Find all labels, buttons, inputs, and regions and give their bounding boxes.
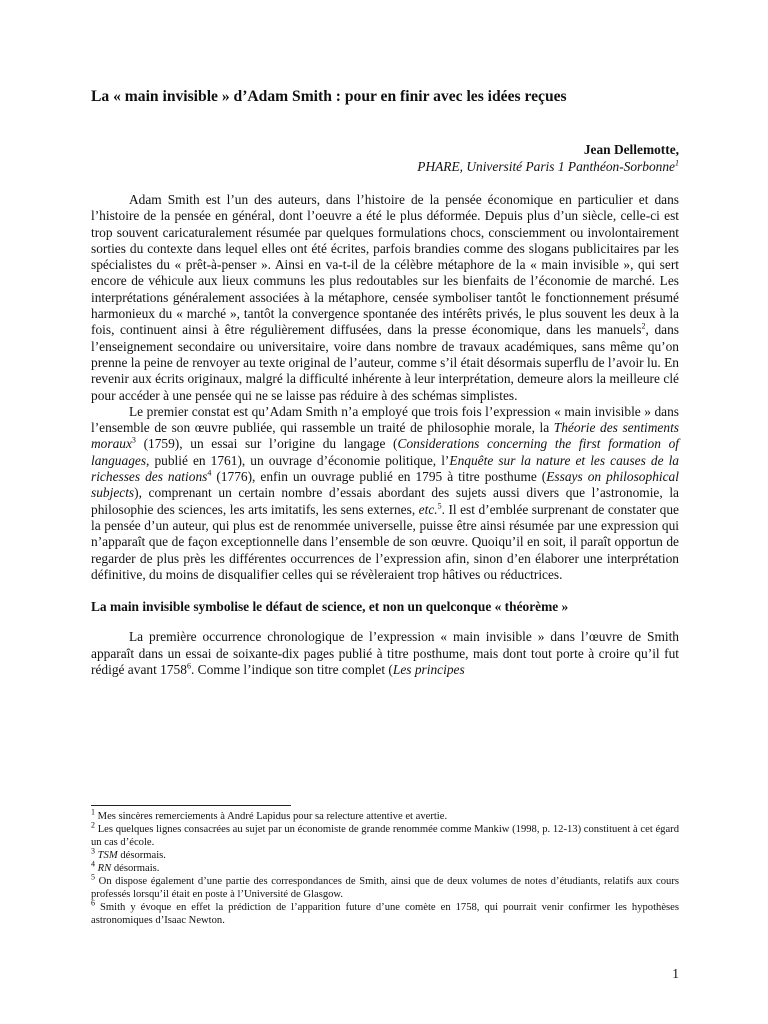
footnote-ref-5[interactable]: 5 [437, 501, 442, 511]
page-number: 1 [672, 966, 679, 981]
p2-text-c: , publié en 1761), un ouvrage d’économie politique, l’ [146, 452, 450, 468]
footnote-4 [91, 859, 679, 875]
footnote-2 [91, 820, 679, 849]
p3-italic: Les principes [392, 662, 465, 678]
paragraph-2 [91, 404, 679, 583]
body-text [91, 192, 679, 678]
footnote-ref-4[interactable]: 4 [207, 468, 212, 478]
paragraph-1 [91, 192, 679, 404]
rn-title: Enquête sur la nature et les causes de la richesses des nations [91, 452, 679, 485]
author-block [417, 141, 679, 175]
footnote-num: 3 [91, 846, 95, 856]
footnote-num: 4 [91, 859, 95, 869]
p2-text-b: (1759), un essai sur l’origine du langage ( [135, 436, 398, 452]
footnote-6 [91, 898, 679, 927]
footnote-text: Les quelques lignes consacrées au sujet par un économiste de grande renommée comme Mankiw (1998, p. 12-13) constituent à cet égard un cas d’école. [91, 824, 679, 848]
p2-text-e: ), comprenant un certain nombre d’essais abordant des sujets aussi divers que l’astronomie, la philosophie des sciences, les arts imitatifs, les sens externes, [91, 485, 679, 517]
essays-title: Essays on philosophical subjects [91, 469, 679, 501]
footnote-ref-3[interactable]: 3 [131, 435, 136, 445]
p1-text-b: , dans l’enseignement secondaire ou universitaire, voire dans nombre de travaux académiques, sans même qu’on prenne la peine de renvoyer au texte original de l’auteur, comme s’il était désormais superflu de l’avoir lu. En revenir aux écrits originaux, malgré la difficulté inhérente à leur interprétation, demeure alors la meilleure clé pour accéder à une pensée qui ne se laisse pas réduire à des schémas simplistes. [91, 322, 679, 403]
footnotes [91, 807, 679, 927]
footnote-num: 6 [91, 898, 95, 908]
footnote-text: Mes sincères remerciements à André Lapidus pour sa relecture attentive et avertie. [95, 811, 448, 822]
tsm-title: Théorie des sentiments moraux [91, 420, 680, 452]
author-name: Jean Dellemotte, [583, 142, 679, 157]
footnote-text: désormais. [117, 850, 166, 861]
footnote-abbr: RN [97, 863, 112, 874]
paragraph-3 [91, 629, 679, 678]
p3-text-b: . Comme l’indique son titre complet ( [190, 662, 393, 678]
footnote-num: 2 [91, 820, 95, 830]
footnote-num: 1 [91, 807, 95, 817]
p1-text-a: Adam Smith est l’un des auteurs, dans l’histoire de la pensée économique en particulier et dans l’histoire de la pensée en général, dont l’oeuvre a été le plus déformée. Depuis plus d’un siècle, celle-ci est trop souvent caricaturalement résumée par quelques formulations chocs, consciemment ou involontairement sorties du contexte dans lequel elles ont été écrites, parfois brandies comme des slogans publicitaires par les spécialistes du « prêt-à-penser ». Ainsi en va-t-il de la célèbre métaphore de la « main invisible », qui sert encore de véhicule aux lieux communs les plus redoutables sur les bienfaits de l’économie de marché. Les interprétations généralement associées à la métaphore, censée symboliser tantôt le fonctionnement présumé harmonieux du « marché », tantôt la convergence spontanée des intérêts privés, le plus souvent les deux à la fois, continuent ainsi à être régulièrement diffusées, dans la presse économique, dans les manuels [91, 192, 679, 338]
p2-text-d: (1776), enfin un ouvrage publié en 1795 à titre posthume ( [211, 469, 547, 485]
section-heading: La main invisible symbolise le défaut de science, et non un quelconque « théorème » [91, 599, 569, 615]
footnote-text: Smith y évoque en effet la prédiction de l’apparition future d’une comète en 1758, qui pourrait venir confirmer les hypothèses astronomiques d’Isaac Newton. [91, 902, 679, 926]
footnote-num: 5 [91, 872, 95, 882]
considerations-title: Considerations concerning the first formation of languages [91, 436, 679, 468]
affiliation-text: PHARE, Université Paris 1 Panthéon-Sorbonne [417, 159, 675, 174]
footnote-3 [91, 846, 679, 862]
author-affiliation [417, 158, 679, 175]
footnote-1 [91, 807, 679, 823]
footnote-text: désormais. [111, 863, 160, 874]
footnote-divider [91, 805, 291, 806]
document-page [91, 0, 679, 1024]
p2-text-a: Le premier constat est qu’Adam Smith n’a employé que trois fois l’expression « main invisible » dans l’ensemble de son œuvre publiée, qui rassemble un traité de philosophie morale, la [91, 403, 679, 436]
etc-text: etc. [418, 501, 438, 517]
p3-text-a: La première occurrence chronologique de l’expression « main invisible » dans l’œuvre de Smith apparaît dans un essai de soixante-dix pages publié à titre posthume, mais dont tout porte à croire qu’il fut rédigé avant 1758 [91, 629, 679, 678]
footnote-5 [91, 872, 679, 901]
footnote-ref-6[interactable]: 6 [186, 661, 191, 671]
paper-title: La « main invisible » d’Adam Smith : pour en finir avec les idées reçues [91, 88, 567, 105]
p2-text-f: . Il est d’emblée surprenant de constater que la pensée d’un auteur, qui plus est de renommée universelle, puisse être ainsi résumée par une expression qui n’apparaît que de façon exceptionnelle dans l’ensemble de son œuvre. Quoiqu’il en soit, il paraît opportun de regarder de plus près les différentes occurrences de l’expression afin, sinon d’en élaborer une interprétation définitive, du moins de disqualifier celles qui se révèleraient trop hâtives ou réductrices. [91, 501, 679, 582]
footnote-text: On dispose également d’une partie des correspondances de Smith, ainsi que de deux volumes de notes d’étudiants, relatifs aux cours professés lorsqu’il était en poste à l’Université de Glasgow. [91, 876, 679, 900]
footnote-abbr: TSM [97, 850, 118, 861]
footnote-ref-2[interactable]: 2 [641, 321, 646, 331]
footnote-ref-1[interactable]: 1 [675, 158, 679, 168]
